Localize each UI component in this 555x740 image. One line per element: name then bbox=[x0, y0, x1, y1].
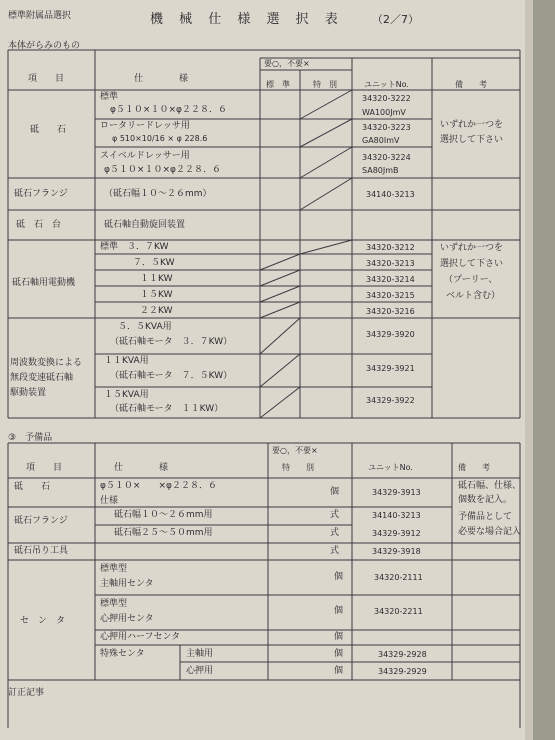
s2-special-tail-unit: 34329-2929 bbox=[378, 667, 427, 676]
item-inverter2: 無段変速砥石軸 bbox=[10, 373, 74, 383]
s2-flange-unit1: 34140-3213 bbox=[372, 511, 421, 520]
wheel-unit2: 34320-3223 bbox=[362, 123, 411, 132]
s2-col-item: 項 目 bbox=[26, 463, 63, 473]
s2-item-center: セ ン タ bbox=[20, 616, 66, 626]
item-wheel: 砥 石 bbox=[30, 125, 67, 135]
flange-spec: （砥石幅１０～２６mm） bbox=[104, 189, 212, 199]
inv-spec2b: （砥石軸モータ ７．５KW） bbox=[110, 371, 233, 381]
col-header-special: 特 別 bbox=[313, 80, 337, 89]
s2-note2a: 予備品として bbox=[458, 512, 513, 522]
wheel-unit1b: WA100JmV bbox=[362, 108, 406, 117]
s2-special-center: 特殊センタ bbox=[100, 649, 145, 659]
s2-flange-unit2: 34329-3912 bbox=[372, 529, 421, 538]
s2-special-main-qty: 個 bbox=[334, 649, 344, 659]
header-left-label: 標準附属品選択 bbox=[8, 11, 72, 21]
col-header-unit: ユニットNo. bbox=[364, 80, 409, 89]
s2-special-main: 主軸用 bbox=[186, 649, 214, 659]
s2-center2-unit: 34320-2211 bbox=[374, 607, 423, 616]
s2-item-wheel: 砥 石 bbox=[14, 482, 51, 492]
inv-spec3b: （砥石軸モータ １１KW） bbox=[110, 404, 224, 414]
wheel-spec2: ロータリードレッサ用 bbox=[100, 121, 190, 131]
s2-col-spec: 仕 様 bbox=[114, 463, 169, 473]
inv-unit2: 34329-3921 bbox=[366, 364, 415, 373]
s2-center2a: 標準型 bbox=[100, 599, 128, 609]
inv-spec3: １５KVA用 bbox=[104, 390, 149, 400]
col-header-std: 標 準 bbox=[266, 80, 290, 89]
page-number: （2／7） bbox=[372, 13, 419, 26]
s2-wheel-qty: 個 bbox=[330, 487, 340, 497]
motor-unit3: 34320-3214 bbox=[366, 275, 415, 284]
section2-label: ③ 予備品 bbox=[8, 433, 53, 443]
s2-special-tail-qty: 個 bbox=[334, 666, 344, 676]
motor-spec1: 標準 ３．７KW bbox=[100, 242, 169, 252]
wheel-unit3b: SA80JmB bbox=[362, 166, 399, 175]
inv-unit1: 34329-3920 bbox=[366, 330, 415, 339]
s2-center1a: 標準型 bbox=[100, 564, 128, 574]
inv-spec1: ５．５KVA用 bbox=[118, 322, 172, 332]
wheel-unit3: 34320-3224 bbox=[362, 153, 411, 162]
motor-note3: （プーリー、 bbox=[444, 275, 498, 285]
motor-spec2: ７．５KW bbox=[133, 258, 175, 268]
s2-half-qty: 個 bbox=[334, 632, 344, 642]
inv-spec2: １１KVA用 bbox=[104, 356, 149, 366]
motor-spec3: １１KW bbox=[140, 274, 173, 284]
inv-unit3: 34329-3922 bbox=[366, 396, 415, 405]
col-header-note: 備 考 bbox=[455, 80, 487, 89]
col-header-spec: 仕 様 bbox=[134, 74, 189, 84]
page-title: 機 械 仕 様 選 択 表 bbox=[150, 12, 344, 27]
motor-note4: ベルト含む） bbox=[446, 291, 501, 301]
motor-note1: いずれか一つを bbox=[440, 243, 504, 253]
motor-spec5: ２２KW bbox=[140, 306, 173, 316]
wheel-spec1b: φ５１０×１０×φ２２８．６ bbox=[110, 105, 227, 115]
s2-wheel-unit: 34329-3913 bbox=[372, 488, 421, 497]
s2-center1b: 主軸用センタ bbox=[100, 579, 154, 589]
col-header-item: 項 目 bbox=[28, 74, 65, 84]
wheel-spec2b: φ 510×10/16 × φ 228.6 bbox=[112, 134, 208, 143]
s2-center1-unit: 34320-2111 bbox=[374, 573, 423, 582]
motor-unit2: 34320-3213 bbox=[366, 259, 415, 268]
s2-col-note: 備 考 bbox=[458, 463, 490, 472]
motor-note2: 選択して下さい bbox=[440, 259, 504, 269]
s2-col-unit: ユニットNo. bbox=[368, 463, 413, 472]
item-inverter3: 駆動装置 bbox=[10, 388, 47, 398]
footer-label: 訂正記事 bbox=[8, 688, 45, 698]
motor-unit1: 34320-3212 bbox=[366, 243, 415, 252]
s2-flange-qty2: 式 bbox=[330, 528, 340, 538]
s2-note1b: 個数を記入。 bbox=[458, 495, 513, 505]
wheel-unit1: 34320-3222 bbox=[362, 94, 411, 103]
wheel-note2: 選択して下さい bbox=[440, 135, 504, 145]
item-stand: 砥 石 台 bbox=[16, 220, 62, 230]
s2-flange-spec2: 砥石幅２５～５０mm用 bbox=[114, 528, 213, 538]
s2-wheel-spec2: 仕様 bbox=[100, 496, 119, 506]
motor-spec4: １５KW bbox=[140, 290, 173, 300]
s2-col-special: 特 別 bbox=[282, 463, 314, 472]
s2-tool-qty: 式 bbox=[330, 546, 340, 556]
s2-center1-qty: 個 bbox=[334, 572, 344, 582]
s2-col-req: 要○，不要× bbox=[272, 446, 318, 455]
s2-flange-spec1: 砥石幅１０～２６mm用 bbox=[114, 510, 213, 520]
s2-flange-qty1: 式 bbox=[330, 510, 340, 520]
wheel-spec1: 標準 bbox=[100, 92, 119, 102]
inv-spec1b: （砥石軸モータ ３．７KW） bbox=[110, 337, 233, 347]
s2-item-tool: 砥石吊り工具 bbox=[14, 546, 69, 556]
s2-center2b: 心押用センタ bbox=[100, 614, 154, 624]
section1-label: 本体がらみのもの bbox=[8, 41, 81, 51]
motor-unit4: 34320-3215 bbox=[366, 291, 415, 300]
s2-special-main-unit: 34329-2928 bbox=[378, 650, 427, 659]
wheel-note1: いずれか一つを bbox=[440, 120, 504, 130]
item-motor: 砥石軸用電動機 bbox=[12, 278, 76, 288]
s2-wheel-spec: φ５１０× ×φ２２８．６ bbox=[100, 481, 217, 491]
col-header-req: 要○，不要× bbox=[264, 59, 310, 68]
item-inverter1: 周波数変換による bbox=[10, 358, 83, 368]
s2-item-flange: 砥石フランジ bbox=[14, 516, 68, 526]
wheel-spec3: スイベルドレッサー用 bbox=[100, 151, 190, 161]
s2-special-tail: 心押用 bbox=[186, 666, 214, 676]
s2-half-center: 心押用ハーフセンタ bbox=[100, 632, 181, 642]
wheel-spec3b: φ５１０×１０×φ２２８．６ bbox=[104, 165, 221, 175]
item-flange: 砥石フランジ bbox=[14, 189, 68, 199]
stand-spec: 砥石軸自動旋回装置 bbox=[104, 220, 186, 230]
s2-tool-unit: 34329-3918 bbox=[372, 547, 421, 556]
s2-note2b: 必要な場合記入 bbox=[458, 527, 522, 537]
s2-note1a: 砥石幅、仕様、 bbox=[458, 481, 522, 491]
flange-unit: 34140-3213 bbox=[366, 190, 415, 199]
motor-unit5: 34320-3216 bbox=[366, 307, 415, 316]
wheel-unit2b: GA80ImV bbox=[362, 136, 400, 145]
s2-center2-qty: 個 bbox=[334, 606, 344, 616]
